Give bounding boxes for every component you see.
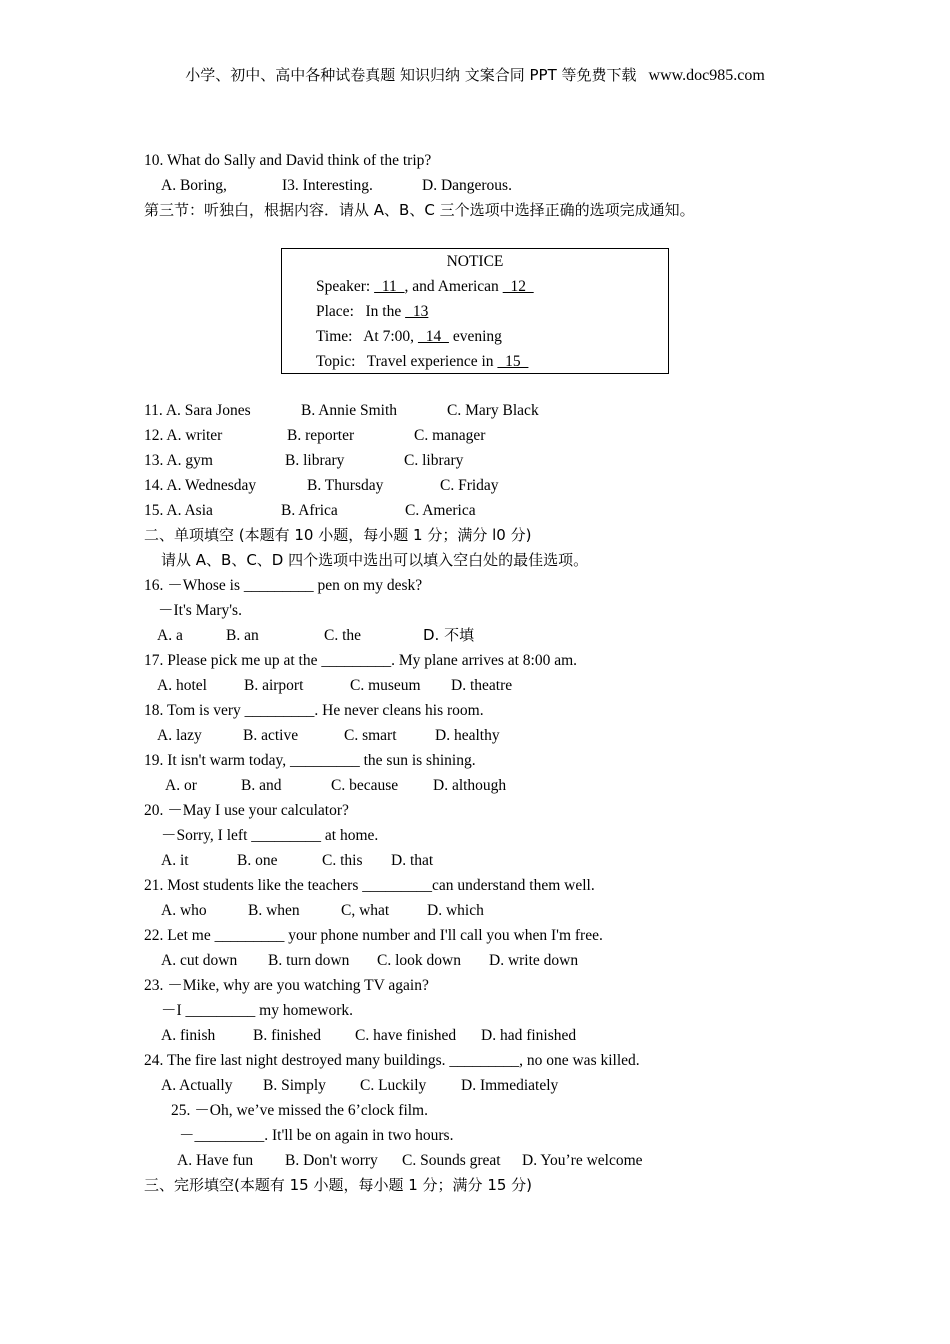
q25-option-b: B. Don't worry [285, 1152, 378, 1169]
q21-option-d: D. which [427, 902, 484, 919]
q10-option-b: I3. Interesting. [282, 177, 373, 194]
blank-14: 14 [417, 328, 449, 345]
question-24-stem: 24. The fire last night destroyed many buildings. _________, no one was killed. [144, 1052, 640, 1069]
q18-option-d: D. healthy [435, 727, 500, 744]
q11-option-b: B. Annie Smith [301, 402, 398, 419]
part2-instruction: 请从 A、B、C、D 四个选项中选出可以填入空白处的最佳选项。 [161, 551, 589, 569]
question-16-stem: 16. －Whose is _________ pen on my desk? [144, 577, 423, 594]
header-text: 小学、初中、高中各种试卷真题 知识归纳 文案合同 PPT 等免费下载 [185, 66, 637, 84]
q17-option-c: C. museum [350, 677, 421, 694]
q14-option-b: B. Thursday [307, 477, 384, 494]
question-23-stem: 23. －Mike, why are you watching TV again? [144, 977, 429, 994]
q18-option-a: A. lazy [157, 727, 202, 744]
notice-time-after: evening [448, 328, 502, 345]
q18-option-c: C. smart [344, 727, 397, 744]
question-23-reply: －I _________ my homework. [161, 1002, 354, 1019]
exam-content [144, 148, 864, 223]
question-18-options [144, 723, 864, 748]
q17-option-b: B. airport [244, 677, 304, 694]
q11-option-c: C. Mary Black [447, 402, 539, 419]
question-10-stem: 10. What do Sally and David think of the trip? [144, 152, 432, 169]
question-19-options [144, 773, 864, 798]
blank-13: 13 [405, 303, 429, 320]
question-17-stem: 17. Please pick me up at the _________. My plane arrives at 8:00 am. [144, 652, 578, 669]
q19-option-a: A. or [165, 777, 197, 794]
question-16-options [144, 623, 864, 648]
q15-stem: 15. A. Asia [144, 502, 213, 519]
q22-option-d: D. write down [489, 952, 579, 969]
q21-option-a: A. who [161, 902, 207, 919]
q24-option-b: B. Simply [263, 1077, 326, 1094]
question-25-options [144, 1148, 864, 1173]
q15-option-b: B. Africa [281, 502, 338, 519]
question-14 [144, 473, 864, 498]
notice-place-label: Place: In the [316, 303, 406, 320]
q19-option-b: B. and [241, 777, 282, 794]
q12-option-b: B. reporter [287, 427, 355, 444]
question-13 [144, 448, 864, 473]
question-19-stem: 19. It isn't warm today, _________ the sun is shining. [144, 752, 476, 769]
blank-12: 12 [502, 278, 534, 295]
q19-option-d: D. although [433, 777, 507, 794]
question-18-stem: 18. Tom is very _________. He never cleans his room. [144, 702, 484, 719]
q10-option-a: A. Boring, [161, 177, 227, 194]
question-25-reply: －_________. It'll be on again in two hours. [179, 1127, 454, 1144]
q19-option-c: C. because [331, 777, 399, 794]
section3-intro: 第三节：听独白，根据内容．请从 A、B、C 三个选项中选择正确的选项完成通知。 [144, 201, 695, 219]
q14-stem: 14. A. Wednesday [144, 477, 257, 494]
q23-option-a: A. finish [161, 1027, 216, 1044]
question-24-options [144, 1073, 864, 1098]
q16-option-d: D. 不填 [423, 626, 475, 644]
q18-option-b: B. active [243, 727, 299, 744]
blank-11: 11 [374, 278, 405, 295]
q16-option-c: C. the [324, 627, 362, 644]
blank-15: 15 [497, 353, 529, 370]
q13-stem: 13. A. gym [144, 452, 213, 469]
q24-option-c: C. Luckily [360, 1077, 427, 1094]
q13-option-c: C. library [404, 452, 464, 469]
question-15 [144, 498, 864, 523]
question-20-stem: 20. －May I use your calculator? [144, 802, 349, 819]
question-21-options [144, 898, 864, 923]
q22-option-c: C. look down [377, 952, 461, 969]
question-10-options [144, 173, 864, 198]
q25-option-a: A. Have fun [177, 1152, 254, 1169]
notice-title: NOTICE [446, 253, 504, 270]
question-20-reply: －Sorry, I left _________ at home. [161, 827, 379, 844]
exam-content-lower [144, 398, 864, 1198]
q20-option-a: A. it [161, 852, 189, 869]
question-23-options [144, 1023, 864, 1048]
question-25-stem: 25. －Oh, we’ve missed the 6’clock film. [171, 1102, 428, 1119]
notice-speaker-label: Speaker: [316, 278, 375, 295]
question-16-reply: －It's Mary's. [158, 602, 242, 619]
q21-option-c: C, what [341, 902, 390, 919]
q21-option-b: B. when [248, 902, 300, 919]
q20-option-b: B. one [237, 852, 278, 869]
q23-option-d: D. had finished [481, 1027, 577, 1044]
q17-option-a: A. hotel [157, 677, 207, 694]
question-21-stem: 21. Most students like the teachers _________can understand them well. [144, 877, 595, 894]
q22-option-b: B. turn down [268, 952, 350, 969]
q23-option-b: B. finished [253, 1027, 322, 1044]
notice-box [281, 248, 669, 374]
q15-option-c: C. America [405, 502, 476, 519]
notice-speaker-mid: , and American [404, 278, 503, 295]
notice-topic-label: Topic: Travel experience in [316, 353, 498, 370]
q24-option-a: A. Actually [161, 1077, 233, 1094]
q17-option-d: D. theatre [451, 677, 513, 694]
question-20-options [144, 848, 864, 873]
q25-option-d: D. You’re welcome [522, 1152, 643, 1169]
question-22-stem: 22. Let me _________ your phone number and I'll call you when I'm free. [144, 927, 603, 944]
q12-stem: 12. A. writer [144, 427, 223, 444]
part2-title: 二、单项填空 (本题有 10 小题，每小题 1 分；满分 l0 分) [144, 526, 532, 544]
q20-option-d: D. that [391, 852, 434, 869]
notice-time-row [282, 324, 668, 349]
notice-place-row [282, 299, 668, 324]
q10-option-d: D. Dangerous. [422, 177, 512, 194]
q22-option-a: A. cut down [161, 952, 238, 969]
q23-option-c: C. have finished [355, 1027, 457, 1044]
notice-topic-row [282, 349, 668, 374]
header-site: www.doc985.com [648, 67, 765, 84]
page-header [0, 64, 950, 85]
part3-title: 三、完形填空(本题有 15 小题，每小题 1 分；满分 15 分) [144, 1176, 533, 1194]
q20-option-c: C. this [322, 852, 363, 869]
question-11 [144, 398, 864, 423]
q16-option-b: B. an [226, 627, 259, 644]
question-12 [144, 423, 864, 448]
q11-stem: 11. A. Sara Jones [144, 402, 251, 419]
q13-option-b: B. library [285, 452, 345, 469]
question-22-options [144, 948, 864, 973]
q16-option-a: A. a [157, 627, 183, 644]
q12-option-c: C. manager [414, 427, 486, 444]
q25-option-c: C. Sounds great [402, 1152, 501, 1169]
notice-speaker-row [282, 274, 668, 299]
q14-option-c: C. Friday [440, 477, 499, 494]
notice-time-label: Time: At 7:00, [316, 328, 418, 345]
q24-option-d: D. Immediately [461, 1077, 559, 1094]
question-17-options [144, 673, 864, 698]
